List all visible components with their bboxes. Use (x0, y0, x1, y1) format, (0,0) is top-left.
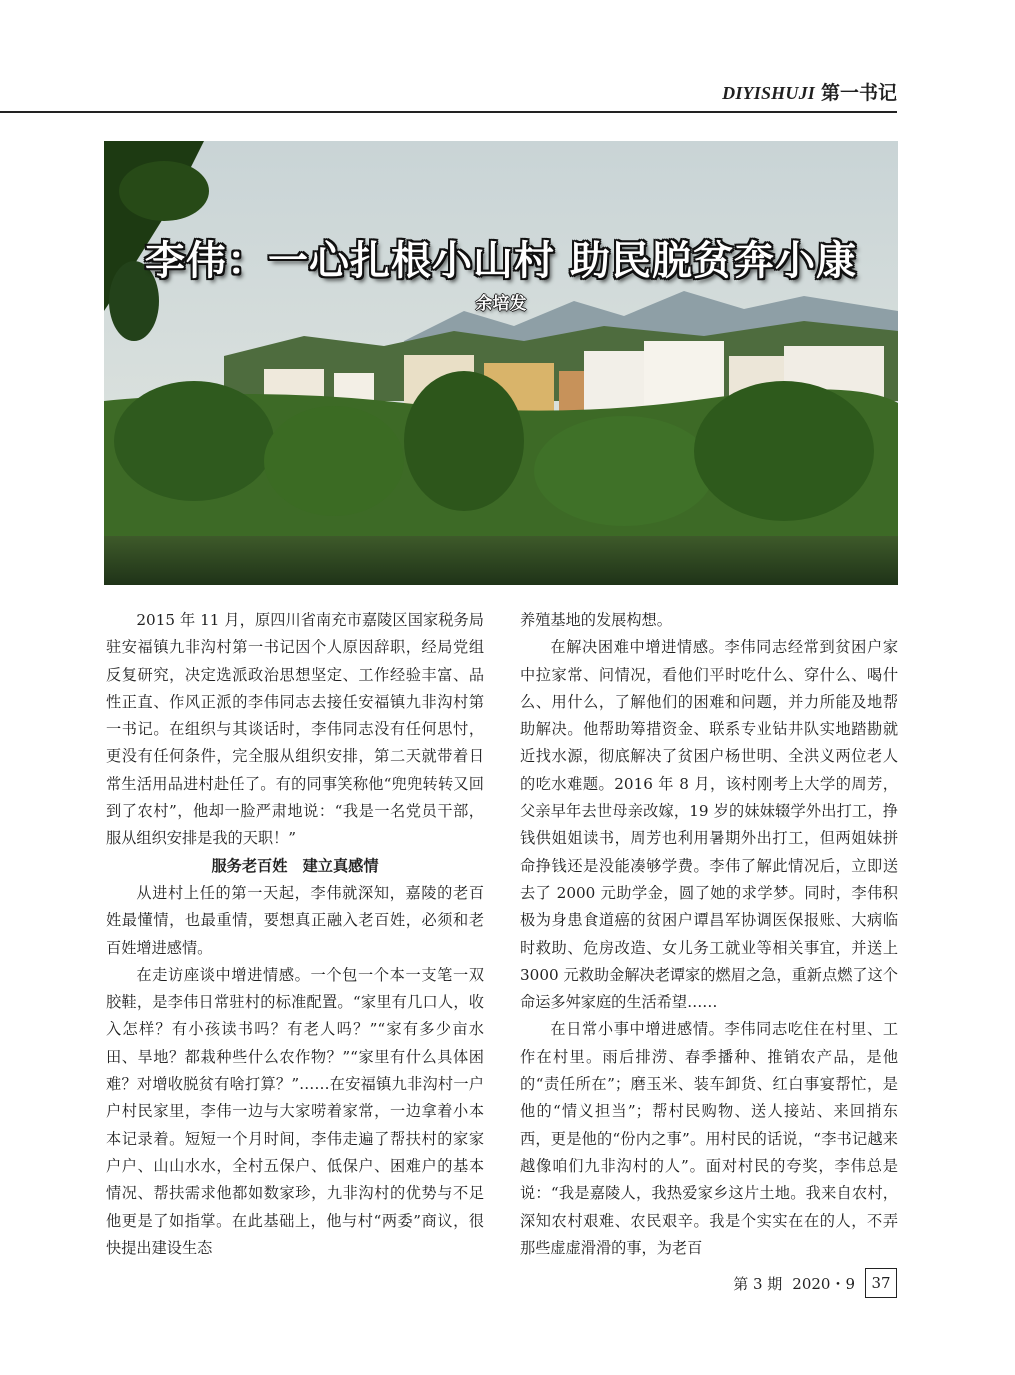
paragraph: 在走访座谈中增进情感。一个包一个本一支笔一双胶鞋，是李伟日常驻村的标准配置。“家里有几口人，收入怎样？有小孩读书吗？有老人吗？”“家有多少亩水田、旱地？都栽种些什么农作物？”“家里有什么具体困难？对增收脱贫有啥打算？”……在安福镇九非沟村一户户村民家里，李伟一边与大家唠着家常，一边拿着小本本记录着。短短一个月时间，李伟走遍了帮扶村的家家户户、山山水水，全村五保户、低保户、困难户的基本情况、帮扶需求他都如数家珍，九非沟村的优势与不足他更是了如指掌。在此基础上，他与村“两委”商议，很快提出建设生态 (106, 965, 484, 1257)
issue-number: 第 3 期 (733, 1274, 783, 1293)
page-number: 37 (865, 1268, 897, 1298)
page-footer (733, 1268, 897, 1298)
paragraph: 从进村上任的第一天起，李伟就深知，嘉陵的老百姓最懂情，也最重情，要想真正融入老百姓，必须和老百姓增进感情。 (106, 883, 484, 957)
hero-photo (104, 141, 898, 585)
paragraph: 在解决困难中增进情感。李伟同志经常到贫困户家中拉家常、问情况，看他们平时吃什么、穿什么、喝什么、用什么，了解他们的困难和问题，并力所能及地帮助解决。他帮助筹措资金、联系专业钻井队实地踏勘就近找水源，彻底解决了贫困户杨世明、全洪义两位老人的吃水难题。2016 年 8 月，该村刚考上大学的周芳，父亲早年去世母亲改嫁，19 岁的妹妹辍学外出打工，挣钱供姐姐读书，周芳也利用暑期外出打工，但两姐妹拼命挣钱还是没能凑够学费。李伟了解此情况后，立即送去了 2000 元助学金，圆了她的求学梦。同时，李伟积极为身患食道癌的贫困户谭昌军协调医保报账、大病临时救助、危房改造、女儿务工就业等相关事宜，并送上 3000 元救助金解决老谭家的燃眉之急，重新点燃了这个命运多舛家庭的生活希望…… (520, 638, 898, 1012)
header-english: DIYISHUJI (722, 83, 815, 103)
article-title: 李伟：一心扎根小山村 助民脱贫奔小康 (145, 238, 857, 284)
header-rule (0, 111, 897, 113)
paragraph: 在日常小事中增进感情。李伟同志吃住在村里、工作在村里。雨后排涝、春季播种、推销农产品，是他的“责任所在”；磨玉米、装车卸货、红白事宴帮忙，是他的“情义担当”；帮村民购物、送人接站、来回捎东西，更是他的“份内之事”。用村民的话说，“李书记越来越像咱们九非沟村的人”。面对村民的夸奖，李伟总是说：“我是嘉陵人，我热爱家乡这片土地。我来自农村，深知农村艰难、农民艰辛。我是个实实在在的人，不弄那些虚虚滑滑的事，为老百 (520, 1020, 898, 1257)
issue-date: 2020・9 (792, 1274, 855, 1293)
section-heading: 服务老百姓 建立真感情 (211, 856, 379, 875)
article-author: 余培发 (475, 294, 527, 314)
village-landscape (104, 141, 898, 585)
paragraph: 2015 年 11 月，原四川省南充市嘉陵区国家税务局驻安福镇九非沟村第一书记因个人原因辞职，经局党组反复研究，决定选派政治思想坚定、工作经验丰富、品性正直、作风正派的李伟同志去接任安福镇九非沟村第一书记。在组织与其谈话时，李伟同志没有任何思忖，更没有任何条件，完全服从组织安排，第二天就带着日常生活用品进村赴任了。有的同事笑称他“兜兜转转又回到了农村”，他却一脸严肃地说：“我是一名党员干部，服从组织安排是我的天职！” (106, 611, 484, 848)
left-column (106, 607, 484, 1262)
paragraph-continued: 养殖基地的发展构想。 (520, 611, 672, 629)
header-chinese: 第一书记 (820, 82, 897, 104)
right-column (520, 607, 898, 1262)
page-header (722, 78, 897, 106)
